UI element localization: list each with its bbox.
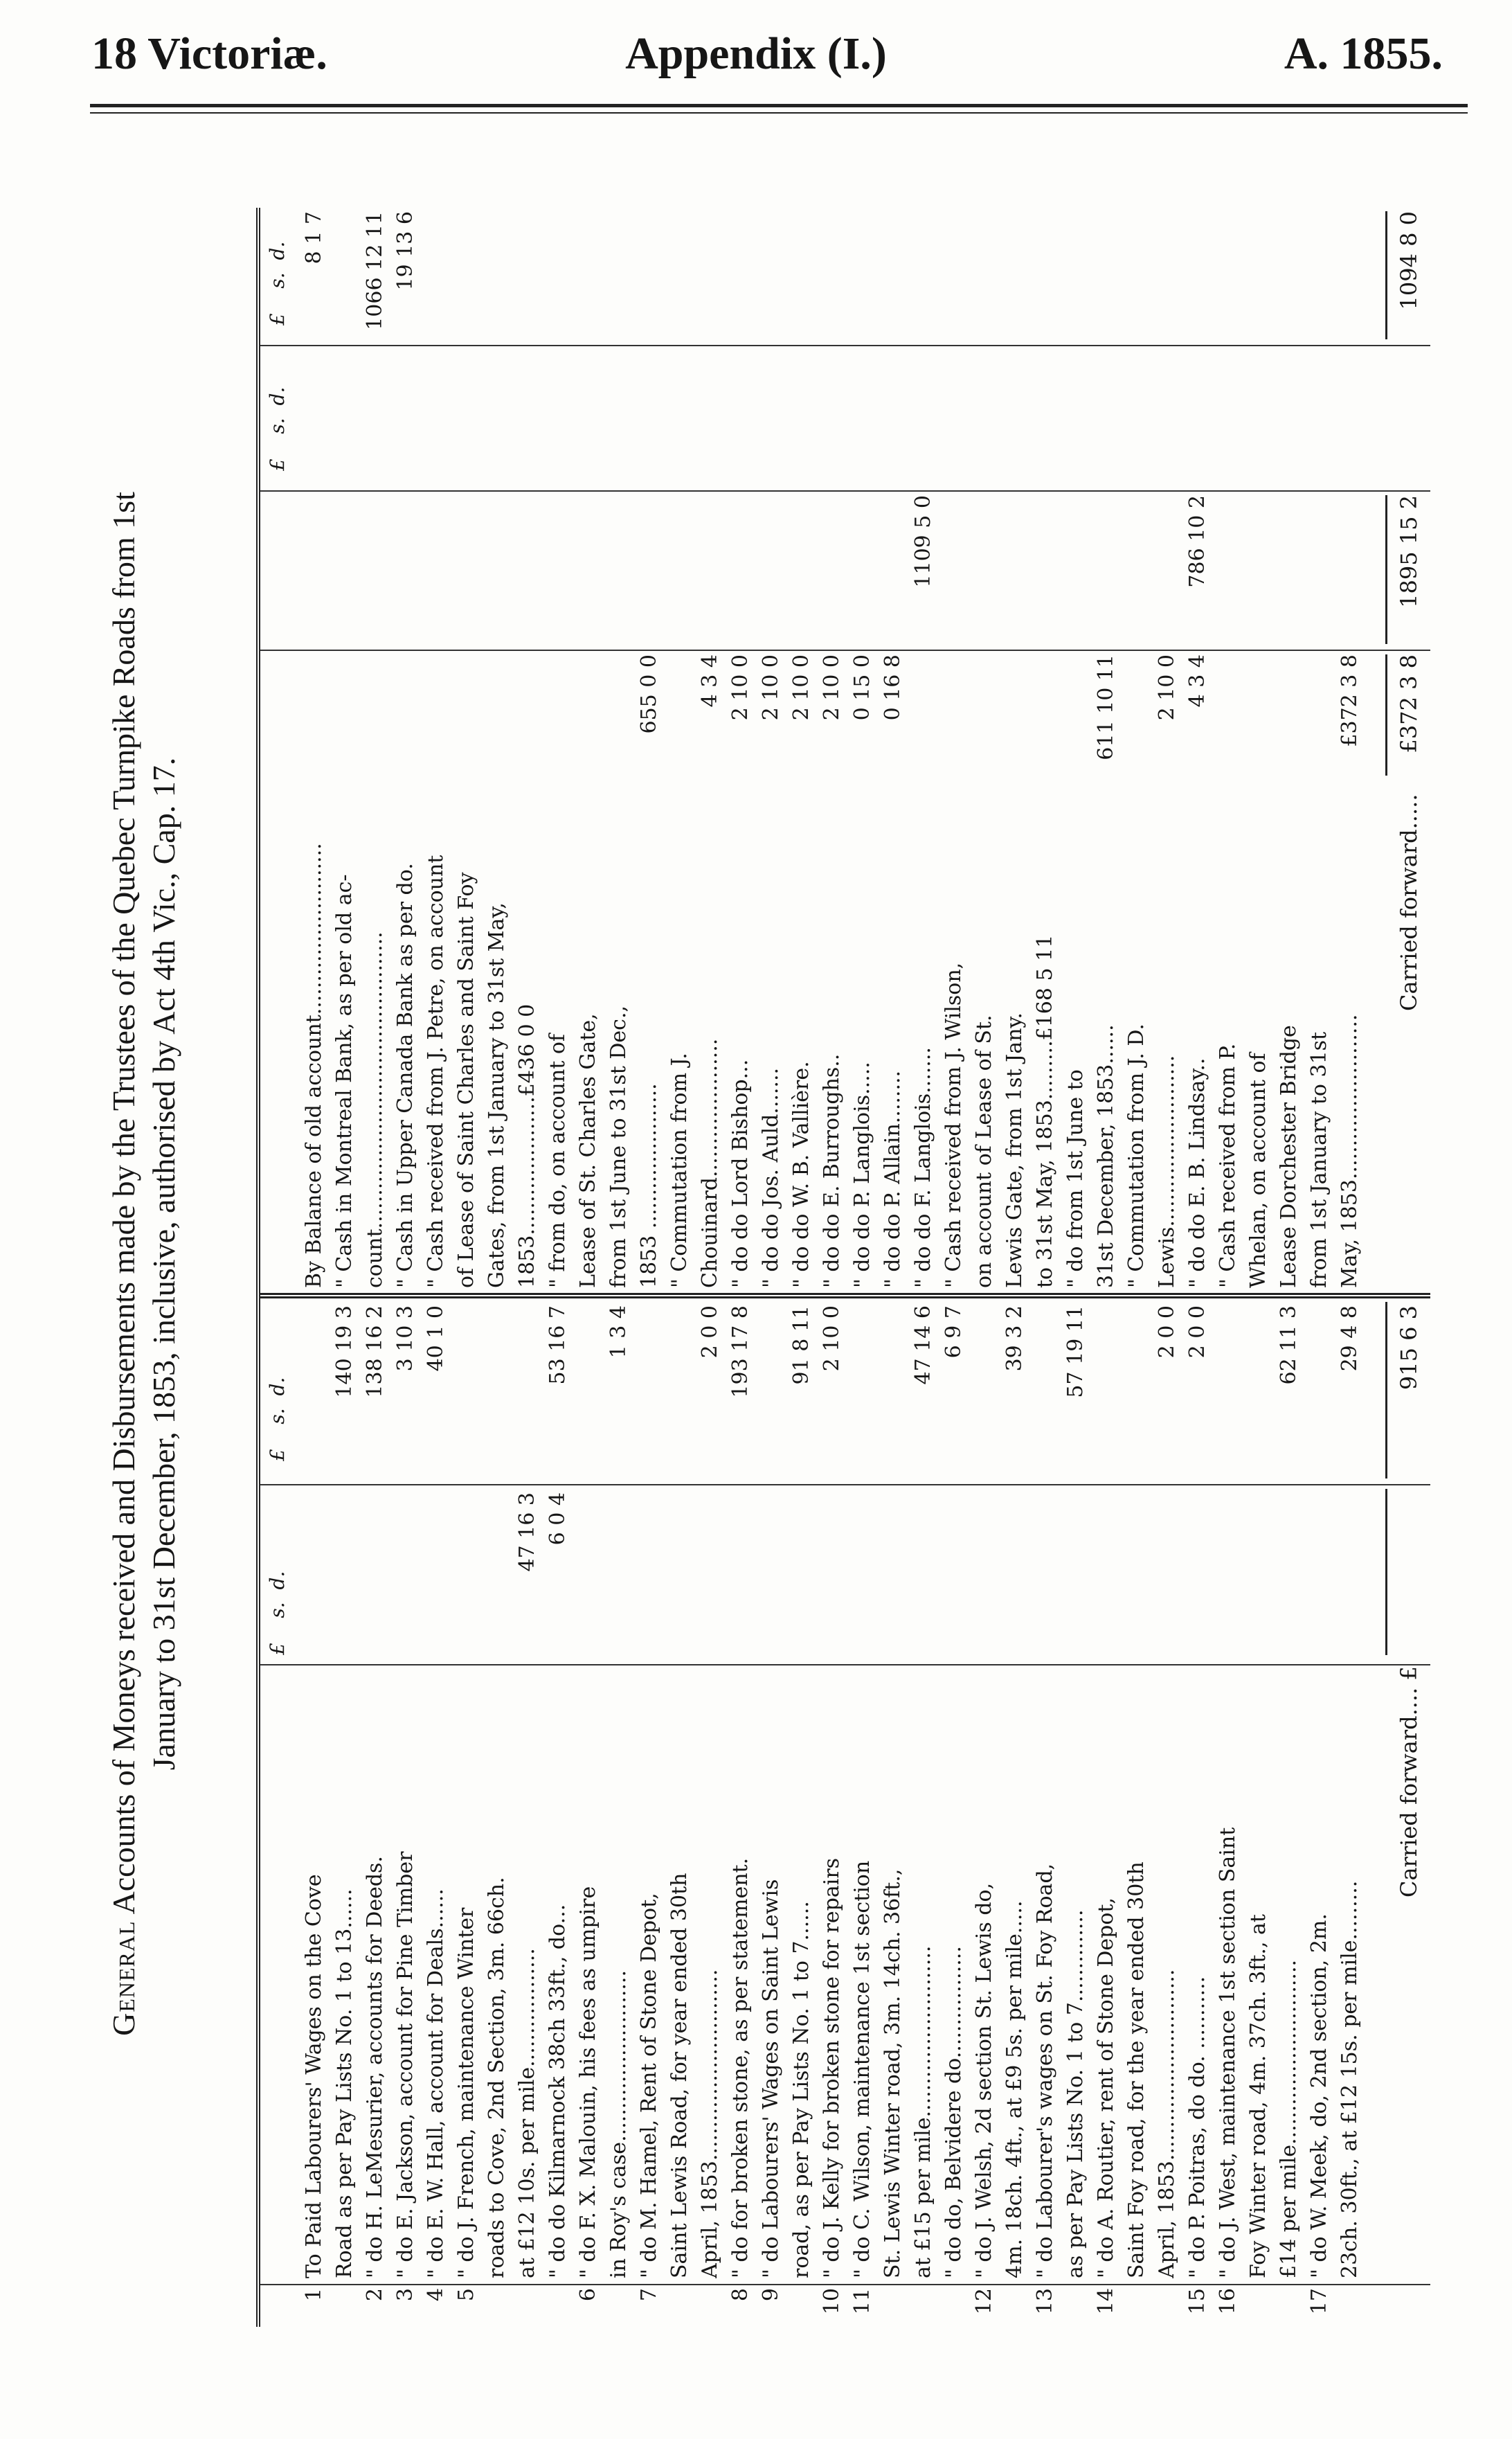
item-description: " do J. West, maintenance 1st section Saint <box>1216 1827 1240 2278</box>
receipt-description: " Cash received from P. <box>1216 1043 1240 1288</box>
item-number: 14 <box>1094 2288 1118 2315</box>
item-description: " do P. Poitras, do do. ........... <box>1185 1976 1209 2278</box>
receipt-description: Chouinard..................... <box>698 1038 722 1288</box>
item-number: 8 <box>728 2288 753 2302</box>
receipt-description: By Balance of old account.......................... <box>302 843 326 1288</box>
item-description: Saint Lewis Road, for year ended 30th <box>667 1873 692 2278</box>
rule-center-divider <box>260 1293 1430 1298</box>
receipt-description: Lease Dorchester Bridge <box>1277 1025 1301 1288</box>
rule-rec-c2 <box>260 490 1430 492</box>
accounts-table <box>256 208 1430 2327</box>
receipt-description: " do do P. Allain........ <box>881 1070 905 1288</box>
item-description: £14 per mile............................ <box>1277 1959 1301 2278</box>
disb-carried-forward-total: 915 6 3 <box>1396 1305 1422 1391</box>
item-amount: 1 3 4 <box>606 1305 631 1359</box>
item-description: at £12 10s. per mile.................. <box>515 1948 539 2278</box>
item-description: To Paid Labourers' Wages on the Cove <box>302 1874 326 2278</box>
rec-carried-forward-c3: 1094 8 0 <box>1396 211 1422 310</box>
item-sub-amount: 6 0 4 <box>546 1492 570 1546</box>
rule-rec-text-col <box>260 650 1430 651</box>
receipt-description: Gates, from 1st January to 31st May, <box>485 902 509 1288</box>
item-amount: 3 10 3 <box>393 1305 417 1372</box>
item-description: 23ch. 30ft., at £12 15s. per mile......... <box>1338 1880 1362 2278</box>
receipt-description: " Cash received from J. Petre, on account <box>424 855 448 1288</box>
rec-money-header: £ s. d. <box>266 386 289 471</box>
receipt-description: " Cash in Montreal Bank, as per old ac- <box>332 874 357 1288</box>
item-number: 1 <box>302 2288 326 2302</box>
receipt-description: " do do F. Langlois....... <box>911 1047 935 1288</box>
item-number: 13 <box>1033 2288 1057 2315</box>
item-amount: 39 3 2 <box>1002 1305 1027 1372</box>
item-sub-amount: 47 16 3 <box>515 1492 539 1572</box>
item-number: 7 <box>637 2288 661 2302</box>
item-amount: 53 16 7 <box>546 1305 570 1385</box>
item-amount: 2 0 0 <box>1155 1305 1179 1359</box>
receipt-description: of Lease of Saint Charles and Saint Foy <box>454 872 478 1288</box>
item-description: " do E. W. Hall, account for Deals...... <box>424 1888 448 2278</box>
item-description: " do do Kilmarnock 38ch 33ft., do... <box>546 1904 570 2278</box>
item-description: April, 1853............................. <box>698 1969 722 2278</box>
header-appendix: Appendix (I.) <box>625 28 887 79</box>
receipt-description: Lewis Gate, from 1st Jany. <box>1002 1012 1027 1288</box>
item-description: " do do, Belvidere do................. <box>942 1946 966 2278</box>
receipt-description: Lewis.......................... <box>1155 1055 1179 1288</box>
receipt-description: " Commutation from J. <box>667 1053 692 1288</box>
receipt-inner-amount: 611 10 11 <box>1094 654 1118 760</box>
receipt-inner-amount: 4 3 4 <box>1185 654 1209 708</box>
receipt-description: " do do E. Burroughs.. <box>820 1053 844 1288</box>
item-number: 6 <box>576 2288 600 2302</box>
item-number: 9 <box>759 2288 783 2302</box>
item-amount: 40 1 0 <box>424 1305 448 1372</box>
receipt-inner-amount: 2 10 0 <box>820 654 844 721</box>
receipt-description: " do from 1st June to <box>1063 1069 1088 1288</box>
receipt-sub-amount: 1109 5 0 <box>911 495 935 588</box>
item-description: " do H. LeMesurier, accounts for Deeds. <box>363 1856 387 2278</box>
receipt-amount: 8 1 7 <box>302 211 326 265</box>
item-description: April, 1853............................. <box>1155 1969 1179 2278</box>
disb-sub-sum-line <box>1385 1489 1387 1655</box>
receipt-inner-amount: 0 16 8 <box>881 654 905 721</box>
receipt-description: to 31st May, 1853.........£168 5 11 <box>1033 934 1057 1288</box>
receipt-inner-amount: 4 3 4 <box>698 654 722 708</box>
receipt-description: " Cash received from J. Wilson, <box>942 962 966 1288</box>
item-number: 17 <box>1307 2288 1331 2315</box>
item-description: " do J. French, maintenance Winter <box>454 1907 478 2278</box>
item-number: 4 <box>424 2288 448 2302</box>
item-description: St. Lewis Winter road, 3m. 14ch. 36ft., <box>881 1868 905 2278</box>
header-rule-thick <box>90 104 1468 107</box>
receipt-description: " do do P. Langlois..... <box>850 1062 874 1288</box>
item-description: Saint Foy road, for the year ended 30th <box>1124 1861 1149 2278</box>
item-amount: 6 9 7 <box>942 1305 966 1359</box>
item-description: " do Labourer's wages on St. Foy Road, <box>1033 1863 1057 2278</box>
header-rule-thin <box>90 112 1468 114</box>
title-prefix: General <box>106 1920 141 2036</box>
item-number: 3 <box>393 2288 417 2302</box>
receipt-description: 31st December, 1853...... <box>1094 1024 1118 1288</box>
item-amount: 62 11 3 <box>1277 1305 1301 1385</box>
item-amount: 29 4 8 <box>1338 1305 1362 1372</box>
rec-carried-forward-c1: £372 3 8 <box>1396 654 1422 753</box>
item-number: 10 <box>820 2288 844 2315</box>
receipt-description: on account of Lease of St. <box>972 1015 996 1288</box>
item-amount: 2 0 0 <box>698 1305 722 1359</box>
receipt-description: from 1st June to 31st Dec., <box>606 1005 631 1288</box>
item-description: " do A. Routier, rent of Stone Depot, <box>1094 1897 1118 2278</box>
receipt-description: 1853 ...................... <box>637 1083 661 1288</box>
rec-c2-sum-line <box>1385 495 1387 644</box>
receipt-inner-amount: £372 3 8 <box>1338 654 1362 747</box>
rec-carried-forward-c2: 1895 15 2 <box>1396 495 1422 608</box>
item-description: roads to Cove, 2nd Section, 3m. 66ch. <box>485 1877 509 2278</box>
receipt-amount: 1066 12 11 <box>363 211 387 330</box>
rec-total-money-header: £ s. d. <box>266 241 289 325</box>
receipt-inner-amount: 2 10 0 <box>789 654 813 721</box>
receipt-description: 1853.....................£436 0 0 <box>515 1003 539 1288</box>
receipt-description: " do do Lord Bishop... <box>728 1059 753 1288</box>
item-number: 5 <box>454 2288 478 2302</box>
receipt-description: Lease of St. Charles Gate, <box>576 1013 600 1288</box>
item-amount: 140 19 3 <box>332 1305 357 1398</box>
receipt-description: count............................................. <box>363 931 387 1288</box>
item-amount: 47 14 6 <box>911 1305 935 1385</box>
receipt-description: " Commutation from J. D. <box>1124 1024 1149 1288</box>
item-description: " do J. Welsh, 2d section St. Lewis do, <box>972 1882 996 2278</box>
item-description: Road as per Pay Lists No. 1 to 13...... <box>332 1888 357 2278</box>
item-description: " do F. X. Malouin, his fees as umpire <box>576 1886 600 2278</box>
receipt-description: " Cash in Upper Canada Bank as per do. <box>393 863 417 1288</box>
disb-money-header: £ s. d. <box>266 1377 289 1461</box>
item-number: 2 <box>363 2288 387 2302</box>
disb-sub-money-header: £ s. d. <box>266 1571 289 1655</box>
receipt-inner-amount: 2 10 0 <box>759 654 783 721</box>
item-description: 4m. 18ch. 4ft., at £9 5s. per mile..... <box>1002 1900 1027 2278</box>
receipt-amount: 19 13 6 <box>393 211 417 291</box>
rule-number-col <box>260 2284 1430 2285</box>
rec-carried-forward-label: Carried forward..... <box>1396 794 1422 1011</box>
item-description: road, as per Pay Lists No. 1 to 7...... <box>789 1901 813 2278</box>
header-session: 18 Victoriæ. <box>91 28 327 79</box>
account-title <box>104 173 235 2355</box>
item-description: " do J. Kelly for broken stone for repairs <box>820 1857 844 2278</box>
item-description: " do M. Hamel, Rent of Stone Depot, <box>637 1893 661 2278</box>
disb-carried-forward-label: Carried forward.... £ <box>1396 1666 1422 1897</box>
item-description: " do W. Meek, do, 2nd section, 2m. <box>1307 1913 1331 2278</box>
receipt-inner-amount: 2 10 0 <box>1155 654 1179 721</box>
title-line-2: January to 31st December, 1853, inclusive, authorised by Act 4th Vic., Cap. 17. <box>146 757 181 1771</box>
item-number: 11 <box>850 2288 874 2315</box>
receipt-description: May, 1853......................... <box>1338 1014 1362 1288</box>
item-amount: 57 19 11 <box>1063 1305 1088 1398</box>
rule-sub-amount <box>260 1484 1430 1485</box>
receipt-inner-amount: 2 10 0 <box>728 654 753 721</box>
disb-sum-line <box>1385 1302 1387 1478</box>
rec-c1-sum-line <box>1385 654 1387 776</box>
item-description: Foy Winter road, 4m. 37ch. 3ft., at <box>1246 1914 1270 2278</box>
receipt-description: " do do E. B. Lindsay.. <box>1185 1057 1209 1288</box>
item-description: as per Pay Lists No. 1 to 7.............. <box>1063 1909 1088 2278</box>
header-year: A. 1855. <box>1284 28 1443 79</box>
item-amount: 2 10 0 <box>820 1305 844 1372</box>
item-number: 16 <box>1216 2288 1240 2315</box>
receipt-inner-amount: 0 15 0 <box>850 654 874 721</box>
item-description: " do E. Jackson, account for Pine Timber <box>393 1851 417 2278</box>
rule-text-col <box>260 1664 1430 1665</box>
item-number: 12 <box>972 2288 996 2315</box>
item-amount: 2 0 0 <box>1185 1305 1209 1359</box>
title-line-1: Accounts of Moneys received and Disbursements made by the Trustees of the Quebec Turnpike Roads from 1st <box>106 492 141 1915</box>
receipt-description: from 1st January to 31st <box>1307 1031 1331 1288</box>
item-description: at £15 per mile.......................... <box>911 1945 935 2278</box>
receipt-description: Whelan, on account of <box>1246 1053 1270 1288</box>
receipt-sub-amount: 786 10 2 <box>1185 495 1209 588</box>
item-description: " do for broken stone, as per statement. <box>728 1857 753 2278</box>
receipt-description: " do do Jos. Auld....... <box>759 1067 783 1288</box>
receipt-description: " from do, on account of <box>546 1033 570 1288</box>
rotated-account-table <box>104 173 1475 2355</box>
item-description: " do C. Wilson, maintenance 1st section <box>850 1860 874 2278</box>
item-amount: 138 16 2 <box>363 1305 387 1398</box>
rec-c3-sum-line <box>1385 211 1387 339</box>
item-number: 15 <box>1185 2288 1209 2315</box>
item-amount: 91 8 11 <box>789 1305 813 1385</box>
receipt-description: " do do W. B. Vallière. <box>789 1061 813 1288</box>
item-amount: 193 17 8 <box>728 1305 753 1398</box>
rule-rec-c3 <box>260 345 1430 346</box>
item-description: " do Labourers' Wages on Saint Lewis <box>759 1879 783 2278</box>
item-description: in Roy's case.......................... <box>606 1969 631 2278</box>
receipt-inner-amount: 655 0 0 <box>637 654 661 734</box>
